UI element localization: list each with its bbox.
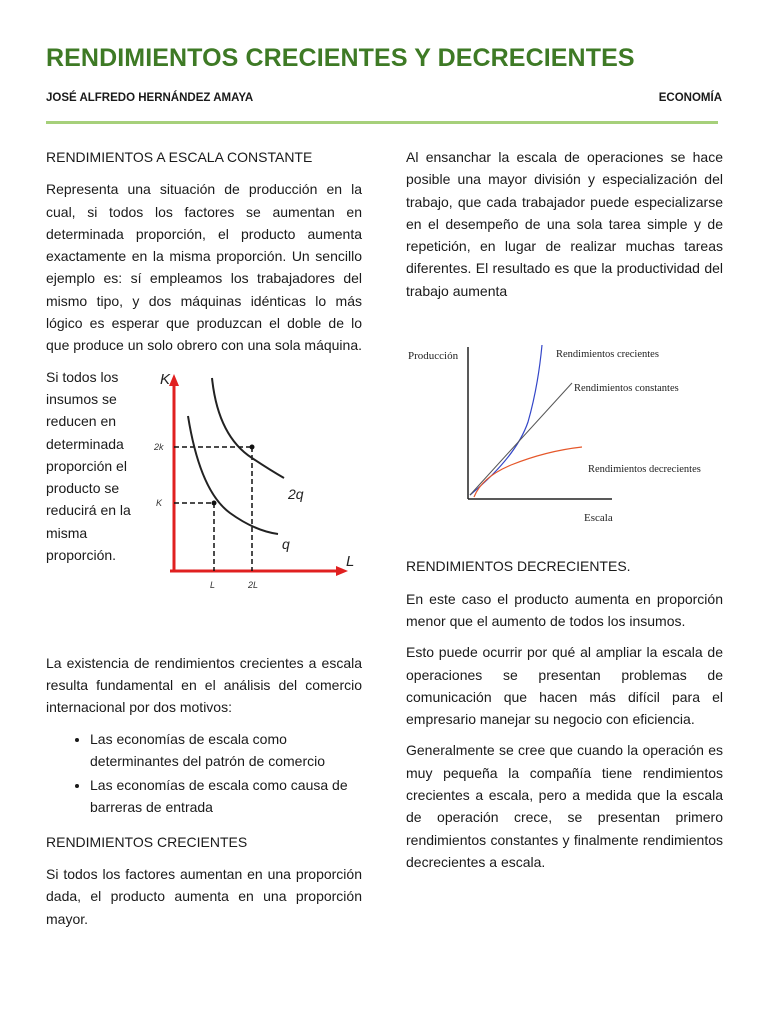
text-line: proporción el — [46, 457, 127, 474]
paragraph-increasing: Si todos los factores aumentan en una proporción dada, el producto aumenta en una proporción mayor. — [46, 866, 362, 927]
header-divider — [46, 121, 718, 124]
paragraph-trade: La existencia de rendimientos crecientes a escala resulta fundamental en el análisis del comercio internacional por dos motivos: — [46, 654, 362, 716]
page-title: RENDIMIENTOS CRECIENTES Y DECRECIENTES — [46, 44, 635, 72]
curve-increasing — [470, 345, 542, 495]
text-line: insumos se — [46, 390, 117, 407]
paragraph-general: Generalmente se cree que cuando la operación es muy pequeña la compañía tiene rendimientos crecientes a escala, pero a medida que la escala de operación crece, se presentan primero rendimientos constantes y finalmente rendimientos decrecientes a escala. — [406, 742, 723, 870]
left-column — [46, 146, 362, 939]
y-tick-k: K — [156, 497, 163, 508]
isoquant-diagram — [154, 366, 356, 596]
point-2q — [250, 444, 255, 449]
right-column — [406, 146, 723, 882]
section-heading-constant: RENDIMIENTOS A ESCALA CONSTANTE — [46, 149, 313, 165]
curve-constant — [470, 383, 572, 495]
paragraph-communication: Esto puede ocurrir por qué al ampliar la escala de operaciones se presentan problemas de comunicación que hacen más difícil para el empresario manejar su negocio con eficiencia. — [406, 644, 723, 728]
text-line: producto se — [46, 480, 120, 497]
paragraph-reduction — [46, 366, 142, 567]
curve-decreasing — [474, 447, 582, 497]
text-line: reducen en — [46, 413, 117, 430]
text-line: reducirá en la — [46, 502, 131, 519]
label-increasing: Rendimientos crecientes — [556, 349, 659, 361]
chart-x-label: Escala — [584, 512, 613, 525]
text-line: proporción. — [46, 547, 117, 564]
isoquant-q — [188, 416, 278, 534]
point-q — [212, 500, 217, 505]
text-line: misma — [46, 524, 88, 541]
author-name: JOSÉ ALFREDO HERNÁNDEZ AMAYA — [46, 92, 254, 104]
curve-label-2q: 2q — [288, 485, 304, 502]
bullet-list — [46, 728, 362, 819]
x-tick-2l: 2L — [248, 579, 259, 590]
x-tick-l: L — [210, 579, 216, 590]
paragraph-decreasing: En este caso el producto aumenta en proporción menor que el aumento de todos los insumos. — [406, 590, 723, 629]
subject-label: ECONOMÍA — [658, 92, 722, 104]
y-axis-label: K — [160, 370, 171, 388]
returns-to-scale-chart — [406, 327, 723, 527]
text-line: Si todos los — [46, 368, 119, 385]
y-tick-2k: 2k — [154, 441, 164, 452]
x-axis-label: L — [346, 552, 355, 570]
isoquant-2q — [212, 378, 284, 478]
label-constant: Rendimientos constantes — [574, 383, 679, 395]
label-decreasing: Rendimientos decrecientes — [588, 464, 701, 476]
y-axis-arrow — [169, 374, 179, 386]
list-item: • Las economías de escala como causa de barreras de entrada — [90, 774, 362, 819]
paragraph-constant: Representa una situación de producción en la cual, si todos los factores se aumentan en determinada proporción, el producto aumenta exactamente en la misma proporción. Un sencillo ejemplo es: sí empleamos los trabajadores del mismo tipo, y dos máquinas idénticas lo más lógico es esperar que produzcan el doble de lo que produce un solo obrero con una sola máquina. — [46, 181, 362, 354]
chart-y-label: Producción — [408, 350, 459, 363]
curve-label-q: q — [282, 535, 290, 552]
section-heading-increasing: RENDIMIENTOS CRECIENTES — [46, 833, 248, 850]
text-line: determinada — [46, 435, 124, 452]
isoquant-block — [46, 366, 362, 596]
paragraph-specialization: Al ensanchar la escala de operaciones se hace posible una mayor división y especialización del trabajo, que cada trabajador puede especializarse en el desempeño de una sola tarea simple y de repetición, en lugar de realizar muchas tareas diferentes. El resultado es que la productividad del trabajo aumenta — [406, 149, 723, 299]
list-item: • Las economías de escala como determinantes del patrón de comercio — [90, 728, 362, 773]
section-heading-decreasing: RENDIMIENTOS DECRECIENTES. — [406, 558, 631, 575]
